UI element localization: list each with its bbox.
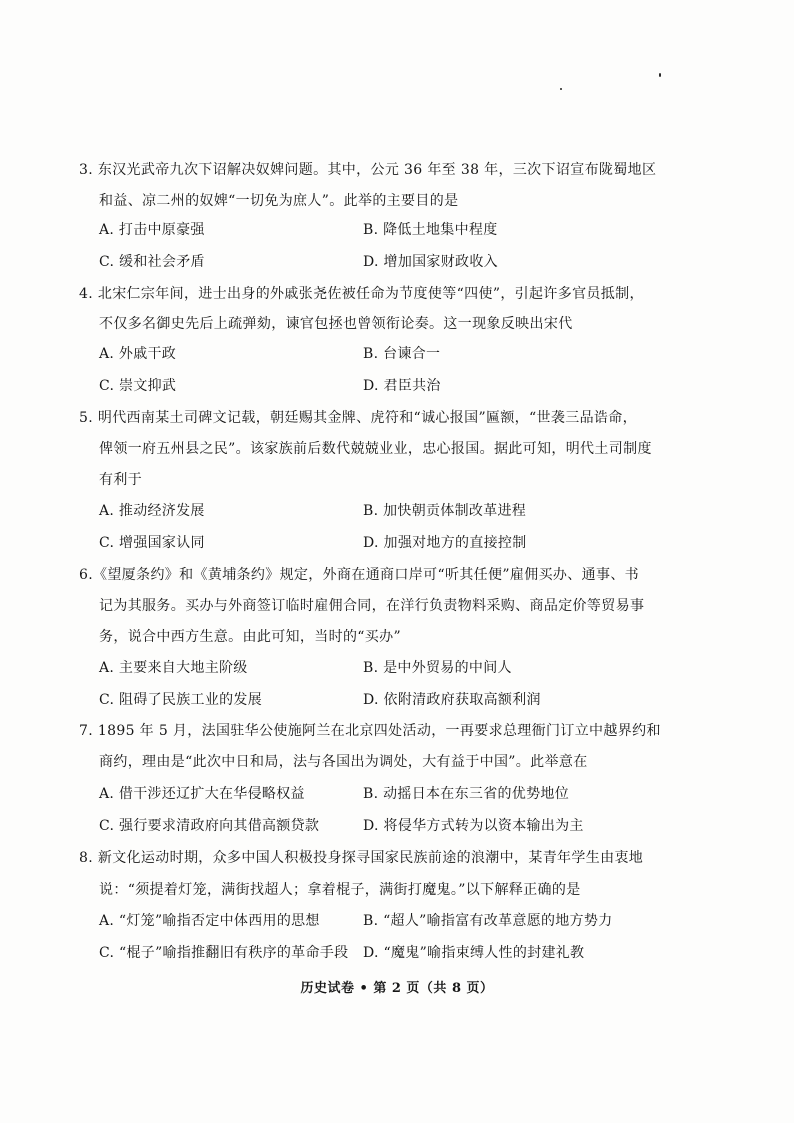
question-4-line-2: 不仅多名御史先后上疏弹劾，谏官包拯也曾领衔论奏。这一现象反映出宋代 (99, 316, 573, 332)
question-8-option-c: C. “棍子”喻指推翻旧有秩序的革命手段 (99, 945, 349, 961)
question-5-line-1: 5. 明代西南某土司碑文记载，朝廷赐其金牌、虎符和“诚心报国”匾额，“世袭三品诰命， (79, 410, 637, 426)
question-6-option-b: B. 是中外贸易的中间人 (363, 660, 512, 676)
question-6-line-1: 6.《望厦条约》和《黄埔条约》规定，外商在通商口岸可“听其任便”雇佣买办、通事、书 (79, 567, 640, 583)
page-footer: 历史试卷 • 第 2 页（共 8 页） (300, 981, 494, 996)
question-6-option-a: A. 主要来自大地主阶级 (99, 660, 248, 676)
question-4-option-b: B. 台谏合一 (363, 346, 441, 362)
question-8-option-b: B. “超人”喻指富有改革意愿的地方势力 (363, 913, 613, 929)
question-3-line-1: 3. 东汉光武帝九次下诏解决奴婢问题。其中，公元 36 年至 38 年，三次下诏宣布陇蜀地区 (79, 162, 657, 178)
question-5-option-d: D. 加强对地方的直接控制 (363, 535, 527, 551)
question-8-option-a: A. “灯笼”喻指否定中体西用的思想 (99, 913, 320, 929)
question-4-option-c: C. 崇文抑武 (99, 378, 177, 394)
question-7-line-2: 商约，理由是“此次中日和局，法与各国出为调处，大有益于中国”。此举意在 (99, 754, 588, 770)
question-5-line-3: 有利于 (99, 472, 143, 488)
question-7-option-c: C. 强行要求清政府向其借高额贷款 (99, 818, 320, 834)
question-5-option-a: A. 推动经济发展 (99, 503, 205, 519)
scan-speck (560, 88, 562, 90)
question-8-option-d: D. “魔鬼”喻指束缚人性的封建礼教 (363, 945, 585, 961)
question-6-line-3: 务，说合中西方生意。由此可知，当时的“买办” (99, 629, 402, 645)
question-4-option-a: A. 外戚干政 (99, 346, 177, 362)
question-3-option-b: B. 降低土地集中程度 (363, 222, 498, 238)
question-3-option-c: C. 缓和社会矛盾 (99, 254, 205, 270)
question-5-line-2: 俾领一府五州县之民”。该家族前后数代兢兢业业，忠心报国。据此可知，明代土司制度 (99, 441, 652, 457)
question-3-option-d: D. 增加国家财政收入 (363, 254, 498, 270)
question-7-option-b: B. 动摇日本在东三省的优势地位 (363, 786, 569, 802)
question-7-option-d: D. 将侵华方式转为以资本输出为主 (363, 818, 584, 834)
scan-speck (659, 73, 661, 77)
question-7-line-1: 7. 1895 年 5 月，法国驻华公使施阿兰在北京四处活动，一再要求总理衙门订立中越界约和 (79, 723, 661, 739)
question-6-option-d: D. 依附清政府获取高额利润 (363, 692, 541, 708)
question-4-option-d: D. 君臣共治 (363, 378, 441, 394)
question-4-line-1: 4. 北宋仁宗年间，进士出身的外戚张尧佐被任命为节度使等“四使”，引起许多官员抵制， (79, 286, 644, 302)
question-7-option-a: A. 借干涉还辽扩大在华侵略权益 (99, 786, 305, 802)
question-3-line-2: 和益、凉二州的奴婢“一切免为庶人”。此举的主要目的是 (99, 193, 459, 209)
question-8-line-2: 说：“须提着灯笼，满街找超人；拿着棍子，满街打魔鬼。”以下解释正确的是 (99, 882, 581, 898)
question-6-option-c: C. 阻碍了民族工业的发展 (99, 692, 263, 708)
question-3-option-a: A. 打击中原豪强 (99, 222, 205, 238)
question-5-option-b: B. 加快朝贡体制改革进程 (363, 503, 527, 519)
question-5-option-c: C. 增强国家认同 (99, 535, 205, 551)
question-6-line-2: 记为其服务。买办与外商签订临时雇佣合同，在洋行负责物料采购、商品定价等贸易事 (99, 598, 645, 614)
question-8-line-1: 8. 新文化运动时期，众多中国人积极投身探寻国家民族前途的浪潮中，某青年学生由衷地 (79, 850, 644, 866)
